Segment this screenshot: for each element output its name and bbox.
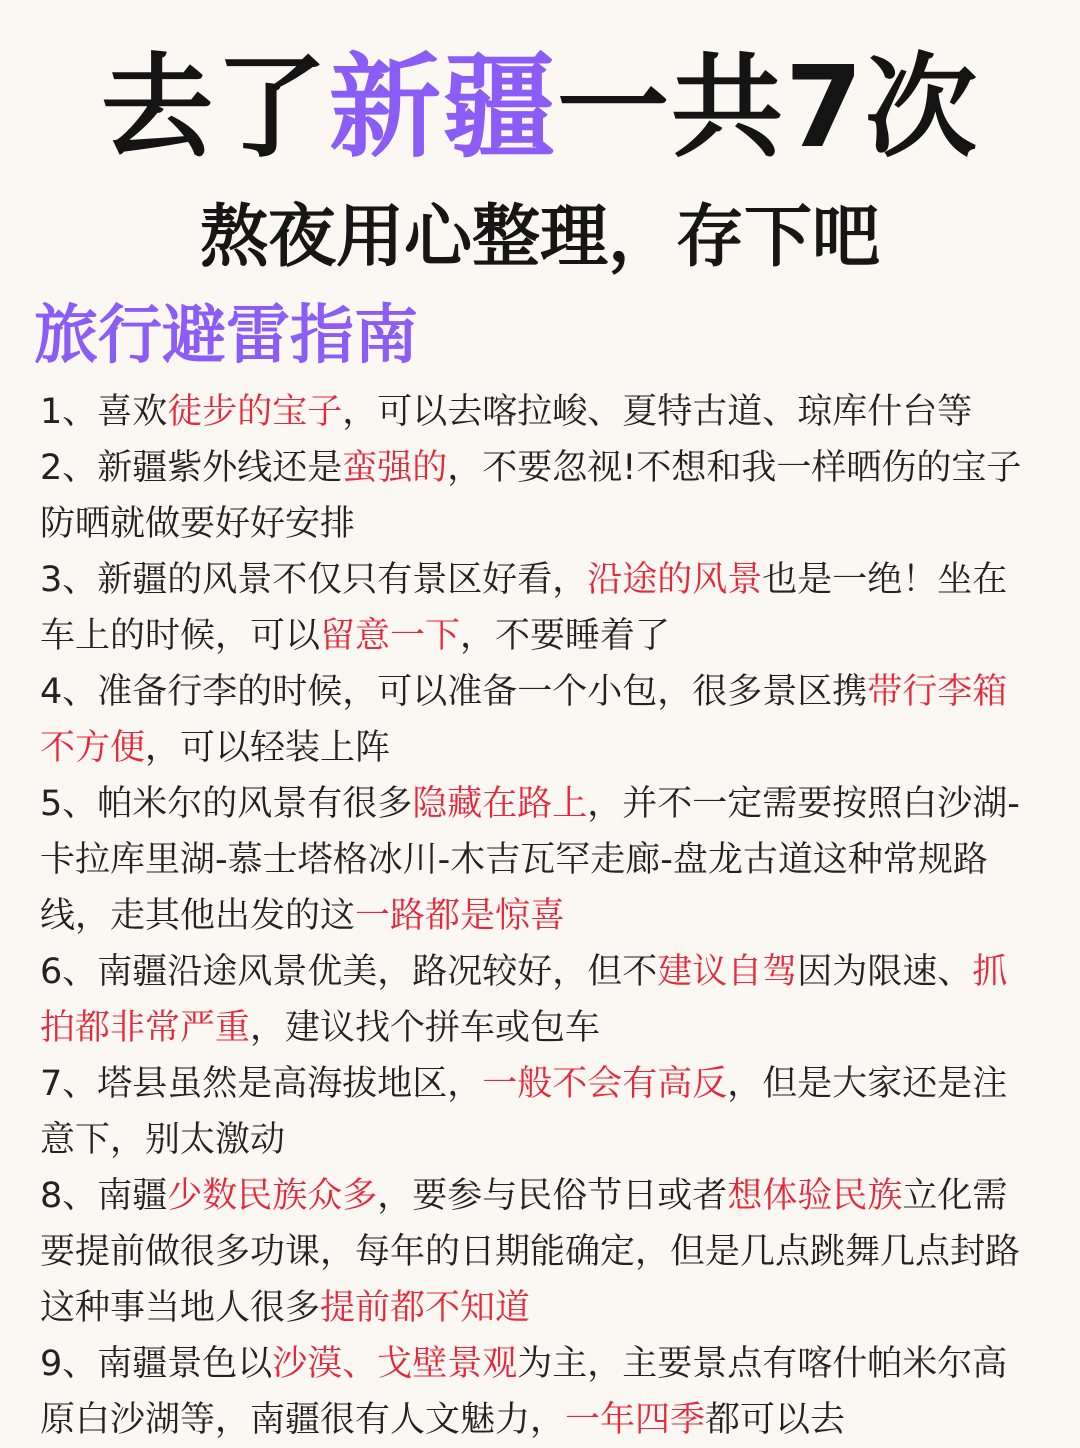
tip-item [40, 944, 1040, 1056]
title-highlight: 新疆 [329, 43, 558, 173]
tip-text: ，要参与民俗节日或者 [377, 1176, 728, 1216]
tip-highlight: 沿途的风景 [587, 560, 763, 600]
tip-highlight: 少数民族众多 [167, 1176, 378, 1216]
tip-highlight: 沙漠、戈壁景观 [272, 1344, 518, 1384]
tip-text: 因为限速、 [797, 952, 973, 992]
tip-text: 7、塔县虽然是高海拔地区， [40, 1064, 483, 1104]
tip-item [40, 384, 1040, 440]
tip-highlight: 一路都是惊喜 [355, 896, 566, 936]
tip-highlight: 一年四季 [565, 1400, 706, 1440]
tip-text: ，可以去喀拉峻、夏特古道、琼库什台等 [342, 392, 973, 432]
tip-highlight: 隐藏在路上 [412, 784, 588, 824]
tip-item [40, 776, 1040, 944]
tip-text: ，不要睡着了 [460, 616, 671, 656]
title-suffix: 一共7次 [557, 43, 979, 173]
tip-highlight: 建议自驾 [657, 952, 798, 992]
tip-highlight: 抓拍都非常严重 [40, 952, 1008, 1048]
tip-text: 2、新疆紫外线还是 [40, 448, 343, 488]
page-title [0, 42, 1080, 174]
tip-highlight: 提前都不知道 [320, 1288, 531, 1328]
tip-text: 4、准备行李的时候，可以准备一个小包，很多景区携 [40, 672, 868, 712]
section-title: 旅行避雷指南 [34, 299, 418, 373]
tip-text: ，可以轻装上阵 [145, 728, 391, 768]
tip-highlight: 徒步的宝子 [167, 392, 343, 432]
tip-text: 为主，主要景点有喀什帕米尔高原白沙湖等，南疆很有人文魅力， [40, 1344, 1008, 1440]
tip-text: 都可以去 [705, 1400, 846, 1440]
tip-text: ，建议找个拼车或包车 [250, 1008, 601, 1048]
tips-list [40, 384, 1040, 1448]
tip-highlight: 一般不会有高反 [482, 1064, 728, 1104]
tip-text: 1、喜欢 [40, 392, 168, 432]
tip-text: 3、新疆的风景不仅只有景区好看， [40, 560, 588, 600]
tip-highlight: 留意一下 [320, 616, 461, 656]
tip-text: 6、南疆沿途风景优美，路况较好，但不 [40, 952, 658, 992]
tip-highlight: 带行李箱不方便 [40, 672, 1008, 768]
tip-item [40, 664, 1040, 776]
title-prefix: 去了 [101, 43, 330, 173]
tip-text: 5、帕米尔的风景有很多 [40, 784, 413, 824]
tip-item [40, 1336, 1040, 1448]
tip-highlight: 蛮强的 [342, 448, 448, 488]
tip-item [40, 1056, 1040, 1168]
tip-text: 9、南疆景色以 [40, 1344, 273, 1384]
tip-text: 也是一绝！坐在车上的时候，可以 [40, 560, 1008, 656]
page-subtitle: 熬夜用心整理，存下吧 [199, 198, 880, 277]
tip-item [40, 1168, 1040, 1336]
tip-item [40, 552, 1040, 664]
tip-text: ，不要忽视!不想和我一样晒伤的宝子防晒就做要好好安排 [40, 448, 1022, 544]
tip-text: ，并不一定需要按照白沙湖-卡拉库里湖-慕士塔格冰川-木吉瓦罕走廊-盘龙古道这种常规路线，走其他出发的这 [40, 784, 1020, 936]
tip-text: 8、南疆 [40, 1176, 168, 1216]
tip-item [40, 440, 1040, 552]
tip-highlight: 想体验民族 [727, 1176, 903, 1216]
tip-text: 立化需要提前做很多功课，每年的日期能确定，但是几点跳舞几点封路这种事当地人很多 [40, 1176, 1021, 1328]
tip-text: ，但是大家还是注意下，别太激动 [40, 1064, 1008, 1160]
